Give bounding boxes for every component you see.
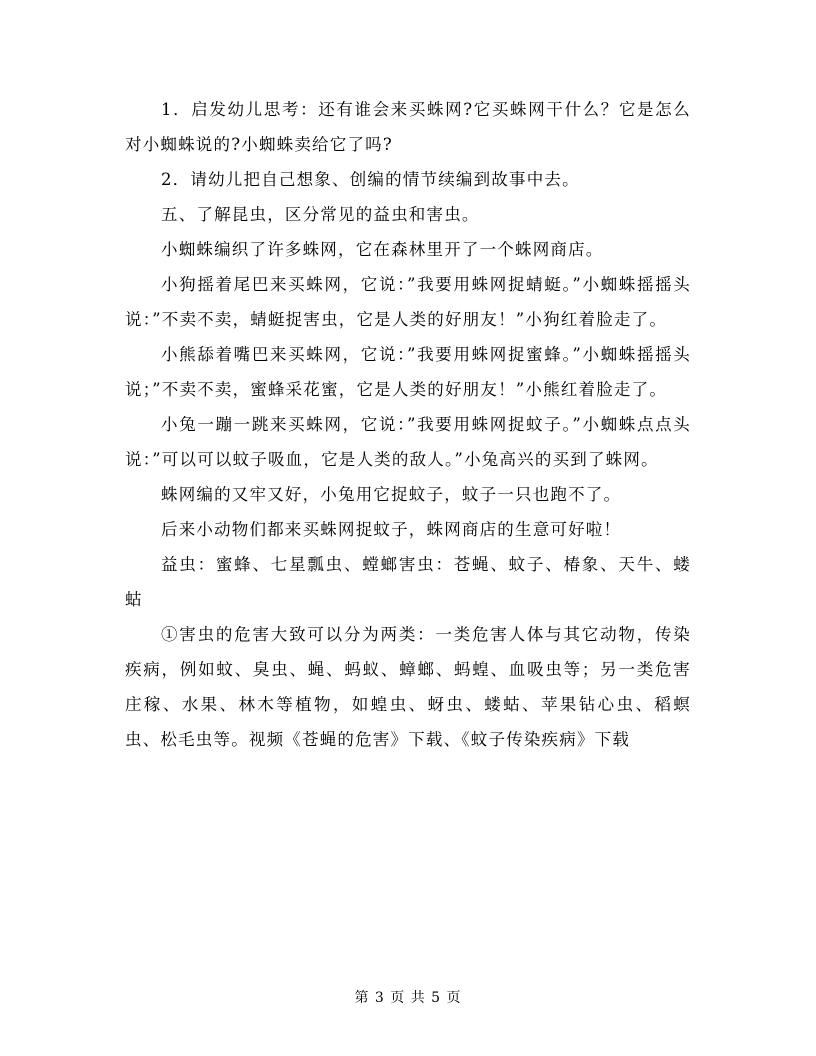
paragraph: 1．启发幼儿思考：还有谁会来买蛛网?它买蛛网干什么？它是怎么对小蜘蛛说的?小蜘蛛卖给它了吗? <box>125 100 691 154</box>
document-body <box>125 92 691 757</box>
paragraph: 2．请幼儿把自己想象、创编的情节续编到故事中去。 <box>161 170 580 189</box>
paragraph: ①害虫的危害大致可以分为两类：一类危害人体与其它动物，传染疾病，例如蚊、臭虫、蝇、蚂蚁、蟑螂、蚂蝗、血吸虫等；另一类危害庄稼、水果、林木等植物，如蝗虫、蚜虫、蝼蛄、苹果钻心虫、稻螟虫、松毛虫等。视频《苍蝇的危害》下载、《蚊子传染疾病》下载 <box>125 625 691 749</box>
paragraph: 小蜘蛛编织了许多蛛网，它在森林里开了一个蛛网商店。 <box>161 240 604 259</box>
paragraph: 小狗摇着尾巴来买蛛网，它说：”我要用蛛网捉蜻蜓。”小蜘蛛摇摇头说：”不卖不卖，蜻蜓捉害虫，它是人类的好朋友！”小狗红着脸走了。 <box>125 275 691 329</box>
page-number-footer: 第 3 页 共 5 页 <box>354 990 462 1006</box>
paragraph: 后来小动物们都来买蛛网捉蚊子，蛛网商店的生意可好啦！ <box>161 520 622 539</box>
paragraph: 蛛网编的又牢又好，小兔用它捉蚊子，蚊子一只也跑不了。 <box>161 485 622 504</box>
paragraph: 小兔一蹦一跳来买蛛网，它说：”我要用蛛网捉蚊子。”小蜘蛛点点头说：”可以可以蚊子吸血，它是人类的敌人。”小兔高兴的买到了蛛网。 <box>125 415 691 469</box>
paragraph: 小熊舔着嘴巴来买蛛网，它说：”我要用蛛网捉蜜蜂。”小蜘蛛摇摇头说；”不卖不卖，蜜蜂采花蜜，它是人类的好朋友！”小熊红着脸走了。 <box>125 345 691 399</box>
paragraph: 益虫：蜜蜂、七星瓢虫、螳螂害虫：苍蝇、蚊子、椿象、天牛、蝼蛄 <box>125 555 691 609</box>
section-heading: 五、了解昆虫，区分常见的益虫和害虫。 <box>161 205 480 224</box>
